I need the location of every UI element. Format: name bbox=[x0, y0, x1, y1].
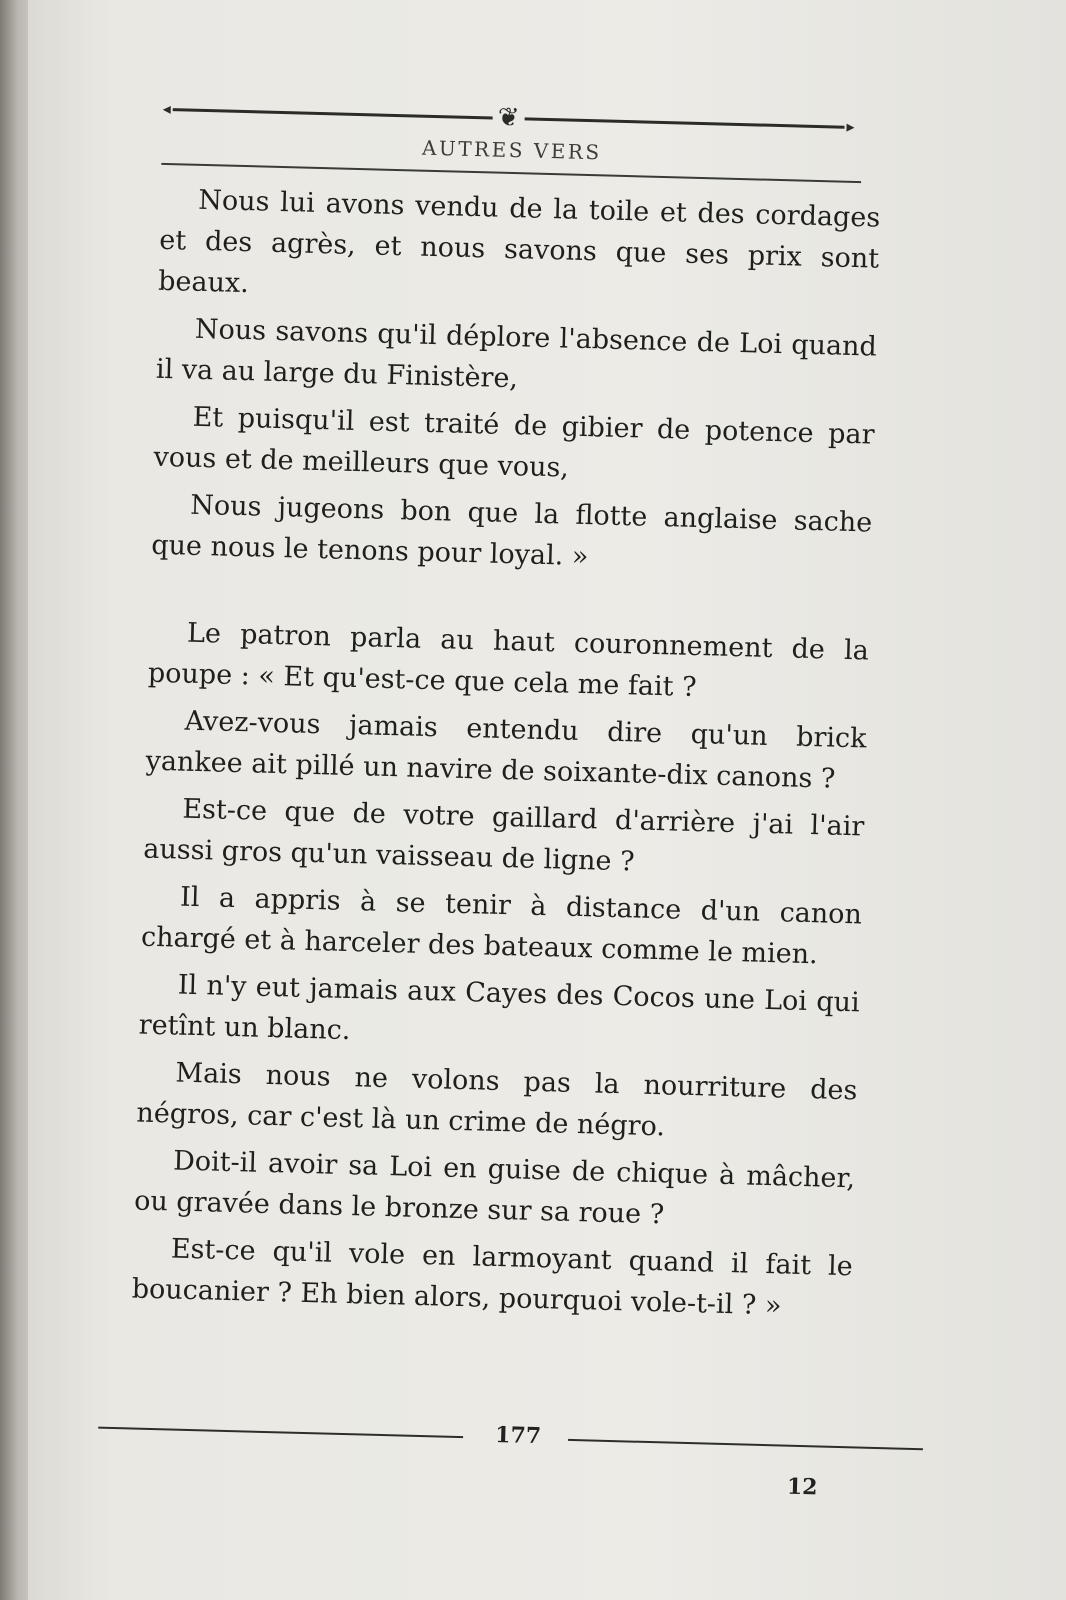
paragraph: Mais nous ne volons pas la nourriture des négros, car c'est là un crime de négro. bbox=[136, 1057, 858, 1143]
paragraph: Avez-vous jamais entendu dire qu'un brick yankee ait pillé un navire de soixante-dix canons ? bbox=[145, 705, 867, 795]
paragraph: Nous jugeons bon que la flotte anglaise sache que nous le tenons pour loyal. » bbox=[150, 489, 873, 573]
body-text bbox=[131, 179, 880, 1328]
paragraph: Il n'y eut jamais aux Cayes des Cocos une Loi qui retînt un blanc. bbox=[138, 969, 861, 1047]
paragraph: Est-ce que de votre gaillard d'arrière j'ai l'air aussi gros qu'un vaisseau de ligne ? bbox=[142, 793, 865, 878]
paragraph: Et puisqu'il est traité de gibier de potence par vous et de meilleurs que vous, bbox=[153, 401, 875, 484]
paragraph: Est-ce qu'il vole en larmoyant quand il fait le boucanier ? Eh bien alors, pourquoi vole-t-il ? » bbox=[131, 1233, 854, 1322]
ornament-left-tip-icon: ◂ bbox=[162, 98, 172, 119]
paragraph: Il a appris à se tenir à distance d'un canon chargé et à harceler des bateaux comme le mien. bbox=[140, 881, 863, 971]
signature-mark: 12 bbox=[786, 1473, 818, 1501]
page-number: 177 bbox=[494, 1422, 542, 1450]
running-head: AUTRES VERS bbox=[421, 135, 602, 165]
footer-rule-left bbox=[98, 1427, 463, 1439]
paragraph: Nous lui avons vendu de la toile et des cordages et des agrès, et nous savons que ses prix sont beaux. bbox=[157, 184, 881, 300]
paragraph: Nous savons qu'il déplore l'absence de Loi quand il va au large du Finistère, bbox=[155, 313, 878, 395]
ornament-flourish-icon: ❦ bbox=[497, 102, 520, 134]
page-content bbox=[125, 95, 937, 1555]
ornament-right-bar bbox=[525, 117, 845, 128]
paragraph: Le patron parla au haut couronnement de la poupe : « Et qu'est-ce que cela me fait ? bbox=[147, 617, 870, 704]
book-page bbox=[28, 0, 1066, 1600]
ornament-right-tip-icon: ▸ bbox=[846, 116, 855, 136]
paragraph: Doit-il avoir sa Loi en guise de chique à mâcher, ou gravée dans le bronze sur sa roue ? bbox=[133, 1145, 856, 1231]
page-footer bbox=[98, 1412, 929, 1464]
footer-rule-right bbox=[568, 1439, 923, 1450]
ornament-left-bar bbox=[173, 108, 493, 119]
